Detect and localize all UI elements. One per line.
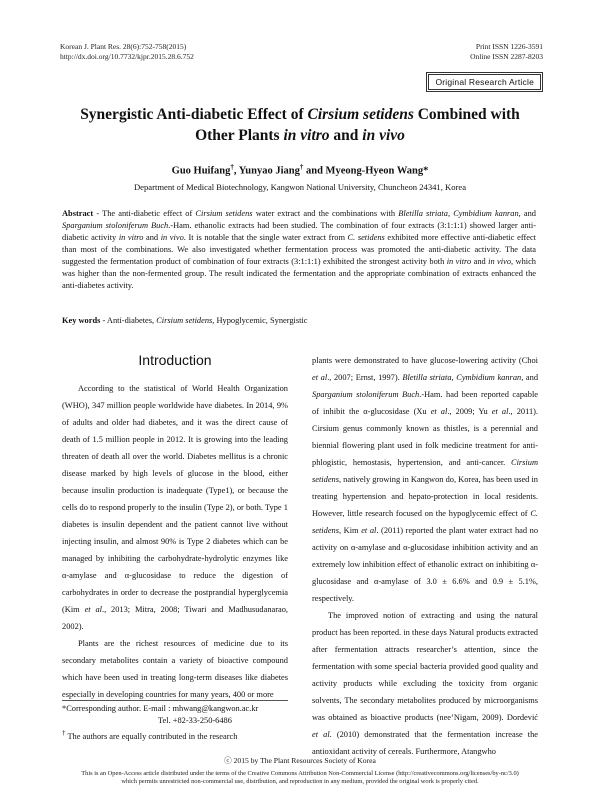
article-type-badge [426, 72, 543, 92]
para-text: ., 2013; Mitra, 2008; Tiwari and Madhusudanarao, 2002). [62, 605, 289, 631]
abstract-italic: in vivo [488, 257, 512, 266]
abstract-italic: Cymbidium kanran [453, 209, 519, 218]
para-text: , Kim [338, 526, 362, 535]
author-name: and Myeong-Hyeon Wang* [303, 165, 429, 177]
para-italic: et al [312, 373, 328, 382]
abstract-italic: in vivo [160, 233, 184, 242]
keywords-label: Key words [62, 316, 101, 325]
license-text [40, 770, 560, 786]
para-italic: et al [430, 407, 448, 416]
paragraph [62, 380, 288, 635]
corresponding-line [62, 703, 288, 715]
abstract-text: . It is notable that the single water extract from [183, 233, 348, 242]
abstract [62, 208, 536, 292]
title-line-1 [40, 104, 560, 125]
paragraph [312, 607, 538, 760]
title-species: Cirsium setidens [307, 106, 414, 123]
keywords [62, 316, 536, 325]
keywords-text: , Hypoglycemic, Synergistic [212, 316, 308, 325]
abstract-label: Abstract [62, 209, 94, 218]
para-italic: Bletilla striata, Cymbidium kanran, [402, 373, 524, 382]
title-italic: in vivo [362, 127, 405, 144]
keywords-italic: Cirsium setidens [156, 316, 213, 325]
para-text: ., 2011). Cirsium genus commonly known as thistles, is a perennial and biennial flowering plant used in folk medicine treatment for anti-phlogistic, hemostasis, hypertension, and anti-cancer. [312, 407, 539, 467]
para-text: The improved notion of extracting and using the natural product has been reported. in these days Natural products extracted after fermentation attracts researcher’s attention, since the fermentation with some special bacteria provided good quality and activity products while excluding the toxicity from organic solvents, The secondary metabolites produced by microorganisms was obtained as bioactive products (nee’Nigam, 2009). Dordević [312, 611, 538, 722]
affiliation: Department of Medical Biotechnology, Kangwon National University, Chuncheon 24341, Korea [133, 182, 467, 192]
footnote [62, 703, 288, 743]
para-italic: Sparganium stoloniferum Buch [312, 390, 420, 399]
article-type-label: Original Research Article [428, 74, 541, 90]
abstract-text: - The anti-diabetic effect of [93, 209, 196, 218]
abstract-italic: Sparganium stoloniferum Buch [62, 221, 169, 230]
tel-line: Tel. +82-33-250-6486 [158, 716, 232, 725]
footnote-divider [62, 700, 288, 701]
journal-citation [60, 42, 194, 62]
para-text: . (2010) demonstrated that the fermentation increase the antioxidant activity of cereals. Furthermore, Atangwho [312, 730, 538, 756]
para-text: plants were demonstrated to have glucose-lowering activity (Choi [312, 356, 538, 365]
para-text: According to the statistical of World Health Organization (WHO), 347 million people worldwide have diabetes. In 2014, 9% of adults and older had diabetes, and it was the direct cause of death of 1.5 million people in 2012. It is growing into the leading threaten of death all over the world. Diabetes mellitus is a chronic disease marked by high levels of glucose in the blood, either because insulin production is inadequate (Type1), or because the cells do to respond properly to the insulin (Type 2), or both. Type 1 diabetes is insulin dependent and the patient cannot live without injecting insulin, and almost 90% is Type 2 diabetes which can be managed by inhibiting the carbohydrate-hydrolytic enzymes like α-amylase and α-glucosidase to reduce the digestion of carbohydrates in order to decrease the postprandial hyperglycemia (Kim [62, 384, 288, 614]
abstract-text: , and [518, 209, 536, 218]
dagger-mark: † [230, 163, 234, 171]
abstract-text: water extract and the combinations with [252, 209, 399, 218]
title-text: Synergistic Anti-diabetic Effect of [80, 106, 308, 123]
para-text: and [523, 373, 539, 382]
para-italic: et al [361, 526, 377, 535]
title-text: Combined with [413, 106, 520, 123]
keywords-text: - Anti-diabetes, [100, 316, 157, 325]
doi-link[interactable]: http://dx.doi.org/10.7732/kjpr.2015.28.6.752 [60, 52, 194, 61]
dagger-mark: † [299, 163, 304, 171]
dagger-mark: † [62, 729, 66, 737]
right-column [312, 352, 538, 760]
article-title [40, 104, 560, 146]
title-text: Other Plants [195, 127, 284, 144]
paragraph: Plants are the richest resources of medicine due to its secondary metabolites contain a variety of bioactive compound which have been used in treating long-term diseases like diabetes especially in developing countries for many years, 400 or more [62, 639, 288, 699]
abstract-text: , which was higher than the non-fermented group. The result indicated the fermentation and the appropriate combination of extracts enhanced the anti-diabetes activity. [62, 257, 536, 290]
abstract-italic: in vitro [118, 233, 144, 242]
abstract-italic: Bletilla striata [398, 209, 448, 218]
para-italic: Cirsium setidens [312, 458, 538, 484]
left-column [62, 380, 288, 703]
section-heading-introduction: Introduction [138, 352, 212, 368]
license-line-1: This is an Open-Access article distributed under the terms of the Creative Commons Attribution Non-Commercial License (http://creativecommons.org/licenses/by-nc/3.0) [81, 770, 519, 777]
author-list [40, 163, 560, 177]
para-text: ., 2009; Yu [447, 407, 492, 416]
copyright-line: ⓒ 2015 by The Plant Resources Society of Korea [224, 756, 376, 765]
author-name: Guo Huifang [171, 165, 231, 177]
abstract-italic: C. setidens [347, 233, 385, 242]
abstract-italic: Cirsium setidens [195, 209, 253, 218]
abstract-text: .-Ham. ethanolic extracts had been studied. The combination of four extracts (3:1:1:1) showed larger anti-diabetic activity [62, 221, 536, 242]
para-text: .-Ham. had been reported capable of inhibit the α-glucosidase (Xu [312, 390, 538, 416]
paragraph [312, 352, 538, 607]
corresponding-label: *Corresponding author. [62, 704, 142, 713]
abstract-text: and [143, 233, 161, 242]
abstract-text: and [471, 257, 489, 266]
para-italic: et al [84, 605, 102, 614]
para-italic: et al [491, 407, 509, 416]
print-issn: Print ISSN 1226-3591 [475, 42, 543, 51]
abstract-italic: in vitro [446, 257, 472, 266]
email[interactable]: E-mail : mhwang@kangwon.ac.kr [141, 704, 259, 713]
equal-contrib-text: The authors are equally contributed in the research [65, 731, 238, 741]
journal-ref: Korean J. Plant Res. 28(6):752-758(2015) [60, 42, 187, 51]
issn-block [470, 42, 543, 62]
online-issn: Online ISSN 2287-8203 [470, 52, 543, 61]
para-text: ., 2007; Ernst, 1997). [327, 373, 403, 382]
title-italic: in vitro [283, 127, 330, 144]
title-text: and [329, 127, 363, 144]
title-line-2 [40, 125, 560, 146]
para-text: , natively growing in Kangwon do, Korea, has been used in treating hypertension and hepato-protection in local residents. However, little research focused on the hypoglycemic effect of [312, 475, 538, 518]
para-italic: et al [312, 730, 330, 739]
license-line-2: which permits unrestricted non-commercial use, distribution, and reproduction in any medium, provided the original work is properly cited. [121, 778, 479, 785]
para-text: . (2011) reported the plant water extract had no activity on α-amylase and α-glucosidase inhibition activity and an extremely low inhibition effect of ethanolic extract on inhibiting α-glucosidase and α-amylase of 3.0 ± 6.6% and 0.9 ± 5.1%, respectively. [312, 526, 539, 603]
para-italic: C. setidens [312, 509, 538, 535]
author-name: , Yunyao Jiang [233, 165, 300, 177]
abstract-text: , [447, 209, 454, 218]
abstract-text: exhibited more effective anti-diabetic effect than most of the combinations. We also investigated whether fermentation process was promoted the anti-diabetic activity. The data suggested the fermentation product of combination of four extracts (3:1:1:1) exhibited the strongest activity both [62, 233, 537, 266]
equal-contrib-line [62, 727, 288, 743]
